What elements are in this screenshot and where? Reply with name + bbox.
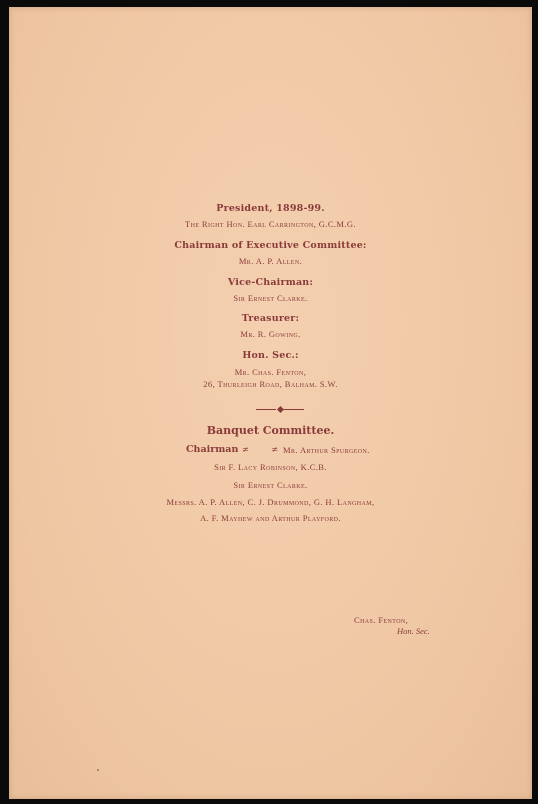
banquet-committee-title: Banquet Committee. — [206, 424, 335, 437]
paper-speck — [97, 769, 99, 771]
signoff-name: Chas. Fenton, — [354, 615, 409, 625]
treasurer-heading: Treasurer: — [241, 313, 300, 324]
hon-sec-name: Mr. Chas. Fenton, — [234, 367, 307, 377]
ditto-marks: ≠ ≠ — [242, 445, 288, 454]
banquet-chairman-name: Mr. Arthur Spurgeon. — [283, 445, 370, 455]
chairman-exec-heading: Chairman of Executive Committee: — [174, 240, 367, 251]
president-name: The Right Hon. Earl Carrington, G.C.M.G. — [185, 219, 356, 229]
vice-chairman-heading: Vice-Chairman: — [227, 277, 314, 288]
document-page — [9, 7, 532, 799]
chairman-exec-name: Mr. A. P. Allen. — [238, 256, 303, 266]
signoff-title: Hon. Sec. — [397, 626, 430, 636]
president-heading: President, 1898-99. — [216, 203, 325, 214]
ornamental-divider — [256, 406, 304, 414]
banquet-member: Sir F. Lacy Robinson, K.C.B. — [214, 462, 327, 472]
banquet-members: A. F. Mayhew and Arthur Playford. — [200, 513, 341, 523]
vice-chairman-name: Sir Ernest Clarke. — [233, 293, 308, 303]
banquet-chairman-label: Chairman — [186, 444, 239, 455]
treasurer-name: Mr. R. Gowing. — [240, 329, 301, 339]
banquet-chairman-row — [9, 444, 532, 458]
banquet-members: Messrs. A. P. Allen, C. J. Drummond, G. H. Langham, — [166, 497, 375, 507]
banquet-member: Sir Ernest Clarke. — [233, 480, 308, 490]
hon-sec-heading: Hon. Sec.: — [242, 350, 299, 361]
hon-sec-address: 26, Thurleigh Road, Balham. S.W. — [203, 379, 338, 389]
